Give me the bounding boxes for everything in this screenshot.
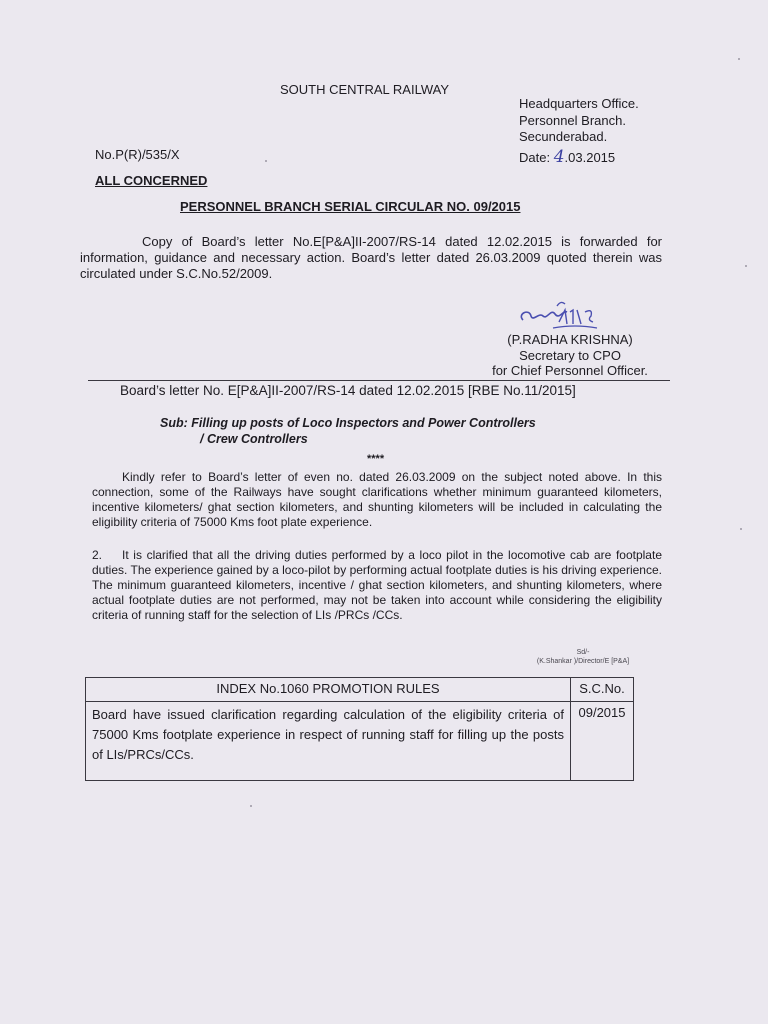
table-row: [86, 702, 634, 781]
subject: [160, 415, 600, 447]
row-description: Board have issued clarification regarding calculation of the eligibility criteria of 75000 Kms footplate experience in respect of running staff for filling up the posts of LIs/PRCs/CCs.: [86, 702, 571, 781]
intro-rest: for information, guidance and necessary action. Board’s letter dated 26.03.2009 quoted therein was circulated under S.C.No.52/2009.: [80, 234, 662, 281]
separator-stars: ****: [367, 453, 385, 465]
subject-line: / Crew Controllers: [200, 432, 308, 446]
reference-number: No.P(R)/535/X: [95, 147, 180, 162]
signatory-for: for Chief Personnel Officer.: [492, 363, 648, 378]
signature-block: [480, 332, 660, 379]
sc-header: S.C.No.: [571, 678, 634, 702]
org-name: SOUTH CENTRAL RAILWAY: [280, 82, 450, 97]
paper-speck: [740, 528, 742, 530]
date-rest: .03.2015: [564, 150, 616, 165]
para2-text: It is clarified that all the driving duties performed by a loco pilot in the locomotive cab are footplate duties. The experience gained by a loco-pilot by performing actual footplate duties is his driving experience. The minimum guaranteed kilometers, incentive / ghat section kilometers, and shunting kilometers, where actual footplate duties are not performed, may not be taken into account while considering the eligibility criteria of running staff for the selection of LIs /PRCs /CCs.: [92, 548, 662, 622]
circular-title: PERSONNEL BRANCH SERIAL CIRCULAR NO. 09/2015: [180, 199, 521, 214]
letter-date: [519, 147, 615, 167]
paper-speck: [265, 160, 267, 162]
paper-speck: [745, 265, 747, 267]
intro-line1: Copy of Board’s letter No.E[P&A]II-2007/RS-14 dated 12.02.2015 is forwarded: [142, 234, 638, 249]
board-signature: [523, 648, 643, 666]
signatory-name: (P.RADHA KRISHNA): [507, 332, 633, 347]
para1-first: Kindly refer to Board’s letter of even no. dated 26.03.2009 on the subject noted above.: [122, 470, 621, 484]
office-line: Personnel Branch.: [519, 112, 626, 128]
row-sc-number: 09/2015: [571, 702, 634, 781]
subject-line: Sub: Filling up posts of Loco Inspectors and Power Controllers: [160, 416, 536, 430]
date-day-handwritten: 4: [553, 147, 565, 167]
index-table: [85, 677, 634, 781]
board-letter-heading: Board’s letter No. E[P&A]II-2007/RS-14 dated 12.02.2015 [RBE No.11/2015]: [120, 383, 576, 398]
office-address: [519, 96, 639, 146]
paper-speck: [738, 58, 740, 60]
intro-paragraph: [80, 234, 662, 282]
divider-line: [88, 380, 670, 381]
sd-mark: Sd/-: [576, 649, 590, 656]
signatory-designation: Secretary to CPO: [519, 347, 621, 363]
table-header-row: [86, 678, 634, 702]
date-label: Date:: [519, 150, 551, 165]
para2-number: 2.: [92, 548, 103, 562]
index-header: INDEX No.1060 PROMOTION RULES: [86, 678, 571, 702]
para1-rest: In this connection, some of the Railways have sought clarifications whether minimum guaranteed kilometers, incentive kilometers/ ghat section kilometers, and shunting kilometers will be included in calculating the eligibility criteria of 75000 Kms foot plate experience.: [92, 470, 662, 529]
sd-name: (K.Shankar )/Director/E [P&A]: [536, 658, 630, 665]
office-line: Secunderabad.: [519, 129, 608, 144]
body-paragraph-2: [92, 548, 662, 623]
office-line: Headquarters Office.: [519, 96, 639, 111]
body-paragraph-1: [92, 470, 662, 530]
all-concerned: ALL CONCERNED: [95, 173, 208, 188]
paper-speck: [250, 805, 252, 807]
